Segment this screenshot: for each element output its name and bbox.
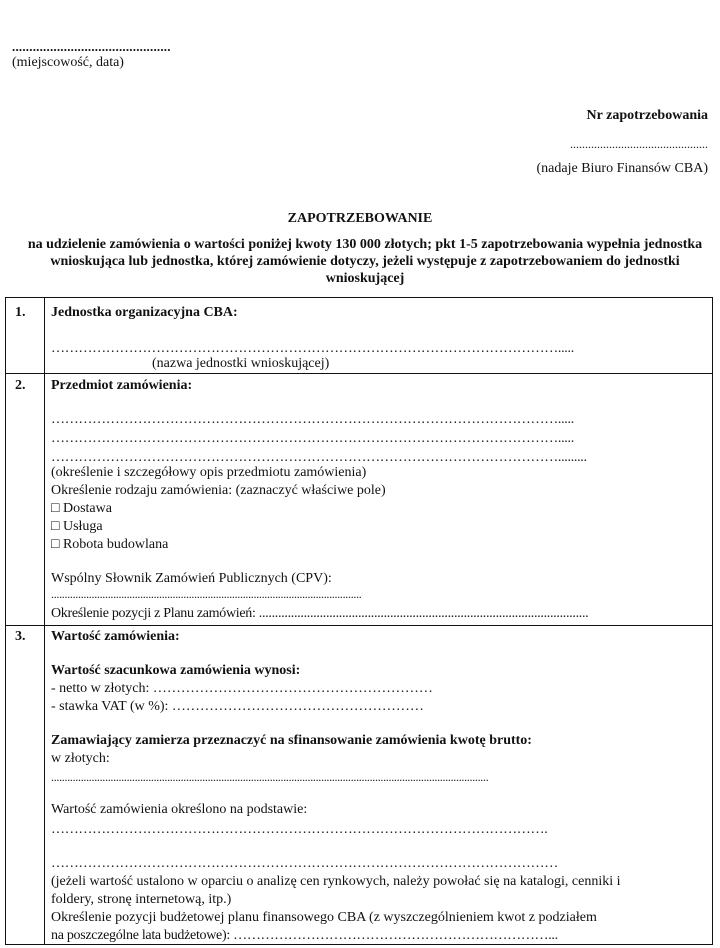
section-2-heading: Przedmiot zamówienia:: [51, 378, 193, 393]
value-basis-label: Wartość zamówienia określono na podstawie:: [51, 802, 308, 817]
value-basis-note-2: foldery, stronę internetową, itp.): [51, 892, 232, 907]
vat-rate-field[interactable]: - stawka VAT (w %): ………………………………………………: [51, 699, 424, 714]
request-number-note: (nadaje Biuro Finansów CBA): [536, 161, 708, 176]
row-divider-2: [6, 625, 712, 626]
section-3-number: 3.: [15, 629, 26, 644]
section-1-number: 1.: [15, 305, 26, 320]
value-basis-note-1: (jeżeli wartość ustalono w oparciu o analizę cen rynkowych, należy powołać się na katalogi, cenniki i: [51, 874, 621, 889]
estimated-value-heading: Wartość szacunkowa zamówienia wynosi:: [51, 663, 301, 678]
request-number-label: Nr zapotrzebowania: [586, 108, 708, 123]
subject-line-1[interactable]: ………………………………………………………………………………………………….....: [51, 412, 574, 427]
cpv-label: Wspólny Słownik Zamówień Publicznych (CPV):: [51, 571, 332, 586]
value-basis-line-2[interactable]: …………………………………………………………………………………………………: [51, 856, 558, 871]
subject-note: (określenie i szczegółowy opis przedmiotu zamówienia): [51, 465, 367, 480]
form-table: [5, 297, 713, 945]
gross-amount-label: w złotych:: [51, 751, 110, 766]
netto-field[interactable]: - netto w złotych: ……………………………………………………: [51, 681, 433, 696]
place-date-dotted-line[interactable]: ..............................................: [12, 39, 171, 54]
gross-amount-field[interactable]: ..................................................................................................................................................................: [51, 770, 489, 784]
procurement-plan-position-field[interactable]: Określenie pozycji z Planu zamówień: .......................................................................................................: [51, 606, 589, 621]
option-robota-budowlana-checkbox[interactable]: □ Robota budowlana: [51, 537, 169, 552]
section-1-heading: Jednostka organizacyjna CBA:: [51, 305, 238, 320]
request-number-dotted-line[interactable]: ..............................................: [570, 137, 708, 151]
budget-position-label-1: Określenie pozycji budżetowej planu finansowego CBA (z wyszczególnieniem kwot z podziałem: [51, 910, 597, 925]
option-usluga-checkbox[interactable]: □ Usługa: [51, 519, 103, 534]
order-type-label: Określenie rodzaju zamówienia: (zaznaczyć właściwe pole): [51, 483, 386, 498]
cpv-field[interactable]: ...................................................................................................................: [51, 587, 362, 601]
subject-line-3[interactable]: ………………………………………………………………………………………………….........: [51, 450, 587, 465]
unit-name-field[interactable]: ………………………………………………………………………………………………….....: [51, 341, 574, 356]
option-dostawa-checkbox[interactable]: □ Dostawa: [51, 501, 112, 516]
gross-amount-heading: Zamawiający zamierza przeznaczyć na sfinansowanie zamówienia kwotę brutto:: [51, 733, 532, 748]
document-title: ZAPOTRZEBOWANIE: [287, 211, 433, 226]
unit-name-note: (nazwa jednostki wnioskującej): [152, 356, 330, 371]
section-3-heading: Wartość zamówienia:: [51, 629, 180, 644]
subject-line-2[interactable]: ………………………………………………………………………………………………….....: [51, 431, 574, 446]
row-divider-1: [6, 373, 712, 374]
section-2-number: 2.: [15, 378, 26, 393]
place-date-label: (miejscowość, data): [12, 55, 124, 70]
budget-position-field[interactable]: na poszczególne lata budżetowe): ……………………………………………………………...: [51, 928, 558, 943]
column-divider: [44, 298, 45, 944]
document-subtitle: na udzielenie zamówienia o wartości poniżej kwoty 130 000 złotych; pkt 1-5 zapotrzebowania wypełnia jednostka wnioskująca lub jednostka, której zamówienie dotyczy, jeżeli występuje z zapotrzebowaniem do jednostki wnioskującej: [27, 237, 703, 286]
value-basis-line-1[interactable]: ……………………………………………………………………………………………….: [51, 822, 548, 837]
